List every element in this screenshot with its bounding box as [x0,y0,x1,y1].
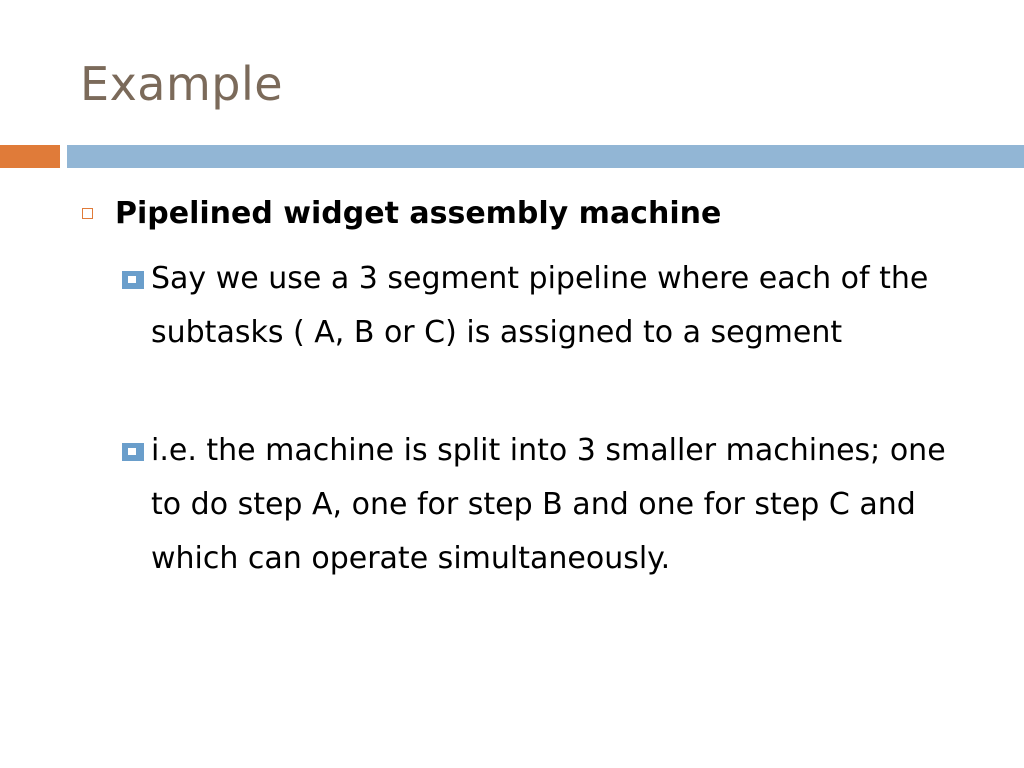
hollow-square-icon [82,208,93,219]
filled-square-bullet-icon [122,271,144,289]
slide-title: Example [80,57,284,111]
bullet-level1-text: Pipelined widget assembly machine [115,196,722,231]
title-rule-main [67,145,1024,168]
filled-square-bullet-icon [122,443,144,461]
title-rule-accent [0,145,60,168]
sub-bullet-text: i.e. the machine is split into 3 smaller machines; one to do step A, one for step B and one for step C and which can operate simultaneously. [151,433,946,576]
sub-bullet-text: Say we use a 3 segment pipeline where each of the subtasks ( A, B or C) is assigned to a segment [151,261,929,350]
